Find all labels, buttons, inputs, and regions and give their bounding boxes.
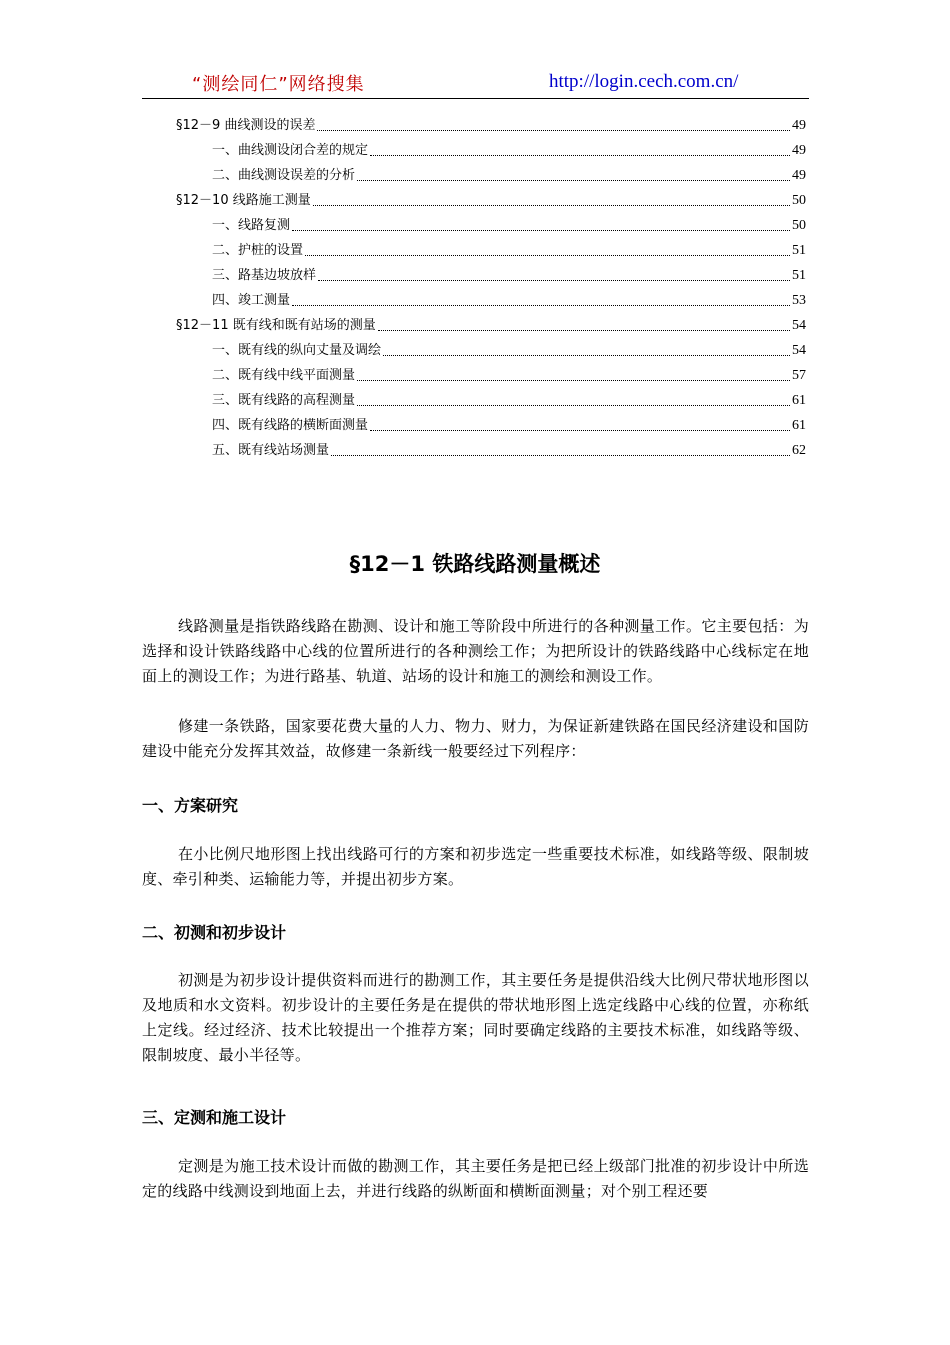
toc-entry[interactable] [212, 341, 806, 361]
toc-entry-label: 一、线路复测 [212, 218, 291, 233]
toc-page-number: 50 [792, 193, 806, 208]
toc-page-number: 49 [792, 118, 806, 133]
section-paragraph: 在小比例尺地形图上找出线路可行的方案和初步选定一些重要技术标准，如线路等级、限制坡度、牵引种类、运输能力等，并提出初步方案。 [142, 845, 809, 888]
toc-leader-dots [318, 279, 790, 281]
toc-leader-dots [357, 179, 790, 181]
intro-paragraph: 修建一条铁路，国家要花费大量的人力、物力、财力，为保证新建铁路在国民经济建设和国防建设中能充分发挥其效益，故修建一条新线一般要经过下列程序： [142, 717, 809, 760]
toc-entry[interactable] [176, 116, 806, 136]
toc-leader-dots [370, 429, 790, 431]
toc-leader-dots [357, 379, 790, 381]
section-heading: 二、初测和初步设计 [142, 923, 287, 942]
toc-entry-label: 一、既有线的纵向丈量及调绘 [212, 343, 382, 358]
section-title: §12－1 铁路线路测量概述 [349, 552, 601, 576]
toc-entry[interactable] [212, 266, 806, 286]
toc-page-number: 53 [792, 293, 806, 308]
section-paragraph: 定测是为施工技术设计而做的勘测工作，其主要任务是把已经上级部门批准的初步设计中所选定的线路中线测设到地面上去，并进行线路的纵断面和横断面测量；对个别工程还要 [142, 1157, 809, 1200]
toc-page-number: 49 [792, 168, 806, 183]
toc-entry-label: §12－10 线路施工测量 [176, 193, 311, 208]
toc-entry[interactable] [176, 191, 806, 211]
toc-page-number: 61 [792, 393, 806, 408]
toc-leader-dots [313, 204, 790, 206]
toc-page-number: 62 [792, 443, 806, 458]
toc-entry-label: 三、路基边坡放样 [212, 268, 317, 283]
toc-entry[interactable] [212, 166, 806, 186]
toc-page-number: 61 [792, 418, 806, 433]
toc-entry-label: 四、既有线路的横断面测量 [212, 418, 369, 433]
toc-leader-dots [317, 129, 790, 131]
toc-entry[interactable] [176, 316, 806, 336]
intro-paragraph: 线路测量是指铁路线路在勘测、设计和施工等阶段中所进行的各种测量工作。它主要包括：为选择和设计铁路线路中心线的位置所进行的各种测绘工作；为把所设计的铁路线路中心线标定在地面上的测设工作；为进行路基、轨道、站场的设计和施工的测绘和测设工作。 [142, 617, 809, 685]
toc-entry-label: 二、曲线测设误差的分析 [212, 168, 356, 183]
toc-entry-label: §12－11 既有线和既有站场的测量 [176, 318, 376, 333]
toc-leader-dots [357, 404, 790, 406]
toc-page-number: 57 [792, 368, 806, 383]
toc-entry[interactable] [212, 241, 806, 261]
toc-leader-dots [378, 329, 790, 331]
toc-leader-dots [370, 154, 790, 156]
section-paragraph: 初测是为初步设计提供资料而进行的勘测工作，其主要任务是提供沿线大比例尺带状地形图以及地质和水文资料。初步设计的主要任务是在提供的带状地形图上选定线路中心线的位置，亦称纸上定线。经过经济、技术比较提出一个推荐方案；同时要确定线路的主要技术标准，如线路等级、限制坡度、最小半径等。 [142, 971, 809, 1064]
toc-page-number: 54 [792, 318, 806, 333]
toc-leader-dots [292, 229, 790, 231]
toc-entry[interactable] [212, 216, 806, 236]
toc-entry-label: 二、护桩的设置 [212, 243, 304, 258]
toc-leader-dots [305, 254, 790, 256]
toc-entry-label: 三、既有线路的高程测量 [212, 393, 356, 408]
toc-page-number: 50 [792, 218, 806, 233]
section-heading: 三、定测和施工设计 [142, 1108, 287, 1127]
header-url[interactable]: http://login.cech.com.cn/ [549, 71, 739, 92]
toc-entry-label: 五、既有线站场测量 [212, 443, 330, 458]
toc-entry[interactable] [212, 366, 806, 386]
toc-entry-label: §12－9 曲线测设的误差 [176, 118, 316, 133]
toc-leader-dots [331, 454, 790, 456]
section-heading: 一、方案研究 [142, 796, 239, 815]
toc-entry-label: 一、曲线测设闭合差的规定 [212, 143, 369, 158]
toc-page-number: 54 [792, 343, 806, 358]
toc-page-number: 51 [792, 268, 806, 283]
toc-entry[interactable] [212, 291, 806, 311]
toc-entry[interactable] [212, 441, 806, 461]
toc-entry-label: 四、竣工测量 [212, 293, 291, 308]
toc-page-number: 51 [792, 243, 806, 258]
toc-leader-dots [383, 354, 790, 356]
toc-entry[interactable] [212, 141, 806, 161]
toc-entry-label: 二、既有线中线平面测量 [212, 368, 356, 383]
header-source-label: “测绘同仁”网络搜集 [192, 74, 365, 95]
page-header [142, 66, 809, 99]
toc-entry[interactable] [212, 416, 806, 436]
toc-entry[interactable] [212, 391, 806, 411]
toc-leader-dots [292, 304, 790, 306]
toc-page-number: 49 [792, 143, 806, 158]
